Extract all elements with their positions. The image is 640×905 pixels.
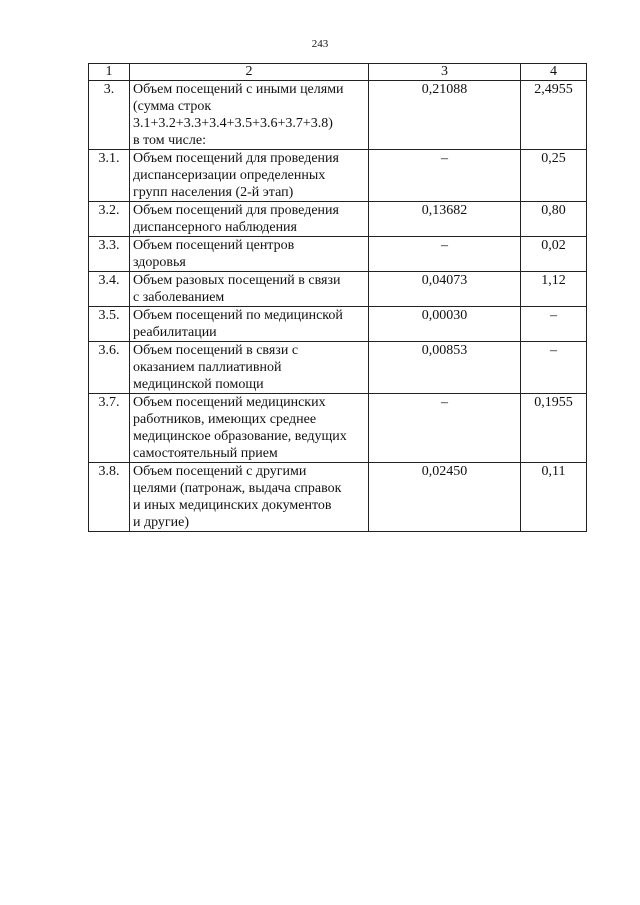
- row-number: 3.: [89, 81, 130, 150]
- table-row: [89, 394, 587, 463]
- row-number: 3.4.: [89, 272, 130, 307]
- description-line: диспансеризации определенных: [133, 168, 326, 183]
- table-row: [89, 463, 587, 532]
- row-number: 3.6.: [89, 342, 130, 394]
- description-line: Объем разовых посещений в связи: [133, 273, 341, 288]
- header-cell-1: 1: [89, 64, 130, 81]
- table-row: [89, 150, 587, 202]
- table-row: [89, 237, 587, 272]
- description-line: Объем посещений медицинских: [133, 395, 326, 410]
- row-description: [130, 237, 369, 272]
- row-number: 3.5.: [89, 307, 130, 342]
- description-line: Объем посещений по медицинской: [133, 308, 343, 323]
- table-body: [89, 81, 587, 532]
- table-row: [89, 272, 587, 307]
- table-header-row: [89, 64, 587, 81]
- value-col-3: 0,21088: [369, 81, 521, 150]
- row-description: [130, 272, 369, 307]
- table-row: [89, 307, 587, 342]
- table-row: [89, 342, 587, 394]
- description-line: самостоятельный прием: [133, 446, 278, 461]
- header-cell-4: 4: [521, 64, 587, 81]
- value-col-3: 0,00853: [369, 342, 521, 394]
- description-line: Объем посещений с иными целями: [133, 82, 344, 97]
- value-col-3: 0,00030: [369, 307, 521, 342]
- description-line: медицинское образование, ведущих: [133, 429, 347, 444]
- value-col-4: 0,1955: [521, 394, 587, 463]
- description-line: Объем посещений для проведения: [133, 151, 339, 166]
- description-line: групп населения (2-й этап): [133, 185, 294, 200]
- description-line: Объем посещений с другими: [133, 464, 307, 479]
- value-col-3: –: [369, 237, 521, 272]
- description-line: реабилитации: [133, 325, 217, 340]
- description-line: медицинской помощи: [133, 377, 264, 392]
- description-line: работников, имеющих среднее: [133, 412, 317, 427]
- row-description: [130, 342, 369, 394]
- page-number: 243: [311, 38, 329, 50]
- row-number: 3.8.: [89, 463, 130, 532]
- table-row: [89, 81, 587, 150]
- row-description: [130, 150, 369, 202]
- value-col-4: 0,11: [521, 463, 587, 532]
- value-col-4: 2,4955: [521, 81, 587, 150]
- volume-table: [88, 63, 587, 532]
- row-number: 3.2.: [89, 202, 130, 237]
- value-col-3: 0,13682: [369, 202, 521, 237]
- row-number: 3.7.: [89, 394, 130, 463]
- description-line: диспансерного наблюдения: [133, 220, 297, 235]
- header-cell-2: 2: [130, 64, 369, 81]
- value-col-4: 0,25: [521, 150, 587, 202]
- value-col-3: 0,02450: [369, 463, 521, 532]
- table-row: [89, 202, 587, 237]
- row-description: [130, 394, 369, 463]
- description-line: и другие): [133, 515, 190, 530]
- description-line: целями (патронаж, выдача справок: [133, 481, 342, 496]
- row-description: [130, 202, 369, 237]
- value-col-3: –: [369, 150, 521, 202]
- description-line: с заболеванием: [133, 290, 225, 305]
- description-line: Объем посещений в связи с: [133, 343, 299, 358]
- description-line: (сумма строк: [133, 99, 212, 114]
- value-col-3: 0,04073: [369, 272, 521, 307]
- value-col-4: –: [521, 342, 587, 394]
- row-description: [130, 307, 369, 342]
- row-number: 3.1.: [89, 150, 130, 202]
- header-cell-3: 3: [369, 64, 521, 81]
- description-line: здоровья: [133, 255, 186, 270]
- description-line: оказанием паллиативной: [133, 360, 282, 375]
- description-line: 3.1+3.2+3.3+3.4+3.5+3.6+3.7+3.8): [133, 116, 333, 131]
- row-description: [130, 463, 369, 532]
- row-description: [130, 81, 369, 150]
- value-col-4: 1,12: [521, 272, 587, 307]
- value-col-4: 0,02: [521, 237, 587, 272]
- value-col-4: 0,80: [521, 202, 587, 237]
- value-col-4: –: [521, 307, 587, 342]
- description-line: и иных медицинских документов: [133, 498, 332, 513]
- value-col-3: –: [369, 394, 521, 463]
- row-number: 3.3.: [89, 237, 130, 272]
- description-line: Объем посещений для проведения: [133, 203, 339, 218]
- description-line: Объем посещений центров: [133, 238, 295, 253]
- description-line: в том числе:: [133, 133, 206, 148]
